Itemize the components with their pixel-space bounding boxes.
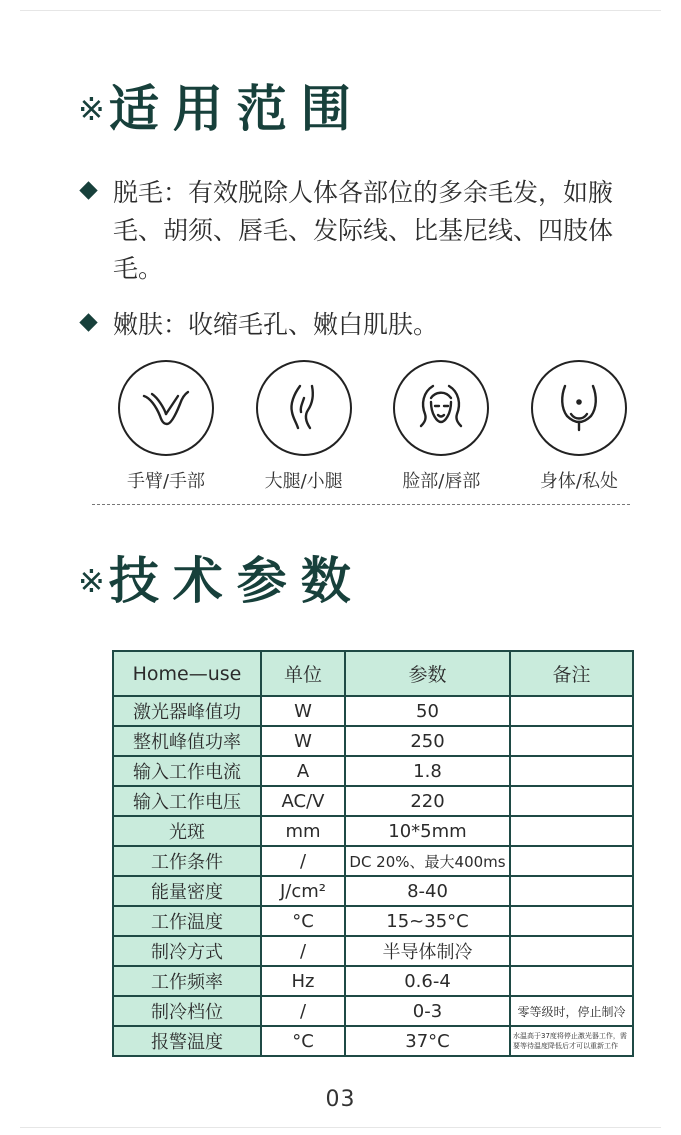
row-name: 输入工作电流 [113,756,261,786]
row-name: 工作温度 [113,906,261,936]
row-note [510,726,633,756]
body-icon [531,360,627,456]
area-label: 脸部/唇部 [402,471,481,492]
row-value: 10*5mm [345,816,510,846]
top-divider [20,10,661,11]
table-row [113,876,633,906]
scope-title-text: 适用范围 [108,80,365,138]
row-value: 37°C [345,1026,510,1056]
table-row [113,906,633,936]
table-row [113,696,633,726]
row-value: DC 20%、最大400ms [345,846,510,876]
row-name: 报警温度 [113,1026,261,1056]
row-name: 制冷方式 [113,936,261,966]
area-leg [238,360,370,493]
area-body [513,360,645,493]
row-note [510,696,633,726]
table-row [113,786,633,816]
row-unit: Hz [261,966,345,996]
reference-mark: ※ [78,90,105,128]
area-label: 手臂/手部 [126,471,206,492]
row-name: 制冷档位 [113,996,261,1026]
table-row [113,816,633,846]
table-row [113,846,633,876]
diamond-bullet-icon [79,313,97,331]
leg-icon [256,360,352,456]
row-name: 输入工作电压 [113,786,261,816]
row-value: 1.8 [345,756,510,786]
table-header-row [113,651,633,696]
page-number: 03 [325,1087,356,1112]
area-arm-hand [100,360,232,493]
bottom-divider [20,1127,661,1128]
row-value: 15~35°C [345,906,510,936]
row-note [510,966,633,996]
table-row [113,1026,633,1056]
row-unit: AC/V [261,786,345,816]
table-row [113,936,633,966]
row-name: 激光器峰值功 [113,696,261,726]
header-unit: 单位 [261,651,345,696]
row-note: 零等级时，停止制冷 [510,996,633,1026]
parameters-table [112,650,634,1057]
row-unit: W [261,726,345,756]
row-name: 整机峰值功率 [113,726,261,756]
row-note [510,816,633,846]
row-value: 220 [345,786,510,816]
row-note [510,756,633,786]
diamond-bullet-icon [79,181,97,199]
bullet-text: 嫩肤：收缩毛孔、嫩白肌肤。 [113,310,439,339]
area-label: 身体/私处 [539,471,618,492]
row-note [510,846,633,876]
row-unit: / [261,996,345,1026]
face-lip-icon [393,360,489,456]
row-unit: A [261,756,345,786]
row-unit: / [261,936,345,966]
dotted-divider [92,504,630,505]
tech-title-text: 技术参数 [108,552,365,610]
header-note: 备注 [510,651,633,696]
tech-section-title [78,552,365,610]
bullet-hair-removal [82,174,633,288]
row-value: 半导体制冷 [345,936,510,966]
reference-mark: ※ [78,562,105,600]
bullet-text: 脱毛：有效脱除人体各部位的多余毛发，如腋毛、胡须、唇毛、发际线、比基尼线、四肢体毛。 [113,178,614,283]
row-note: 水温高于37度将停止激光器工作，需要等待温度降低后才可以重新工作 [510,1026,633,1056]
table-row [113,756,633,786]
row-note [510,786,633,816]
row-unit: mm [261,816,345,846]
row-value: 250 [345,726,510,756]
row-unit: W [261,696,345,726]
row-value: 0.6-4 [345,966,510,996]
row-note [510,906,633,936]
arm-hand-icon [118,360,214,456]
row-unit: / [261,846,345,876]
table-row [113,996,633,1026]
header-value: 参数 [345,651,510,696]
row-unit: °C [261,1026,345,1056]
bullet-skin-rejuvenation [82,306,633,344]
area-face-lip [375,360,507,493]
row-value: 8-40 [345,876,510,906]
header-model: Home—use [113,651,261,696]
row-unit: °C [261,906,345,936]
scope-section-title [78,80,365,138]
body-area-icons [100,360,645,493]
table-row [113,966,633,996]
row-name: 光斑 [113,816,261,846]
row-value: 0-3 [345,996,510,1026]
area-label: 大腿/小腿 [264,471,343,492]
row-note [510,936,633,966]
row-name: 工作频率 [113,966,261,996]
table-row [113,726,633,756]
row-note [510,876,633,906]
row-name: 工作条件 [113,846,261,876]
row-unit: J/cm² [261,876,345,906]
row-value: 50 [345,696,510,726]
row-name: 能量密度 [113,876,261,906]
